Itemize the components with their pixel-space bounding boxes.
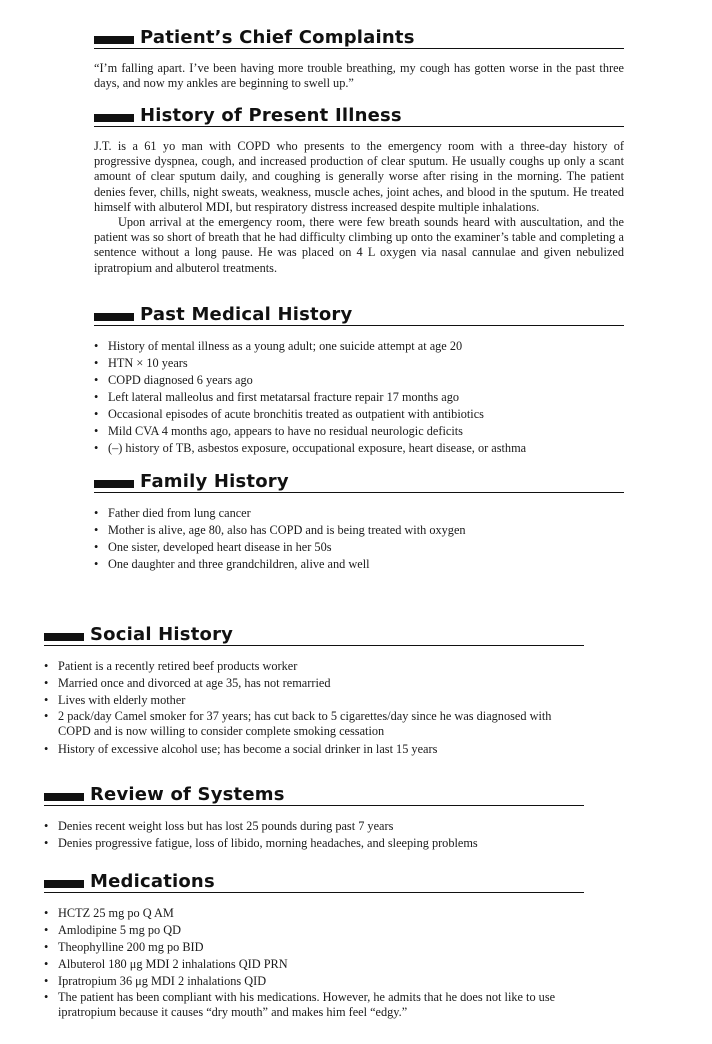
heading-bar bbox=[44, 793, 84, 801]
list-item: • 2 pack/day Camel smoker for 37 years; has cut back to 5 cigarettes/day since he was diagnosed with COPD and is now willing to consider complete smoking cessation bbox=[44, 709, 552, 738]
section-heading bbox=[94, 106, 624, 130]
section-title: Past Medical History bbox=[140, 304, 353, 325]
list-item: • Amlodipine 5 mg po QD bbox=[44, 923, 181, 937]
section-title: Medications bbox=[90, 871, 215, 892]
medications-list bbox=[44, 905, 584, 1020]
list-item: • One sister, developed heart disease in her 50s bbox=[94, 540, 332, 554]
section-heading bbox=[94, 305, 624, 329]
section-title: Patient’s Chief Complaints bbox=[140, 27, 415, 48]
list-item: • COPD diagnosed 6 years ago bbox=[94, 373, 253, 387]
list-item: • Albuterol 180 μg MDI 2 inhalations QID PRN bbox=[44, 957, 288, 971]
pmh-section bbox=[94, 305, 624, 457]
list-item: • Patient is a recently retired beef products worker bbox=[44, 659, 298, 673]
section-title: Review of Systems bbox=[90, 784, 285, 805]
family-history-list bbox=[94, 505, 624, 573]
section-heading bbox=[44, 625, 584, 649]
heading-bar bbox=[94, 480, 134, 488]
list-item: • One daughter and three grandchildren, alive and well bbox=[94, 557, 370, 571]
heading-bar bbox=[94, 36, 134, 44]
heading-bar bbox=[44, 880, 84, 888]
list-item: • Occasional episodes of acute bronchitis treated as outpatient with antibiotics bbox=[94, 407, 484, 421]
list-item: • History of mental illness as a young adult; one suicide attempt at age 20 bbox=[94, 339, 463, 353]
heading-rule bbox=[94, 48, 624, 49]
list-item: • Mild CVA 4 months ago, appears to have no residual neurologic deficits bbox=[94, 424, 463, 438]
hpi-paragraph-2: Upon arrival at the emergency room, there were few breath sounds heard with auscultation, and the patient was so short of breath that he had difficulty climbing up onto the examiner’s table and completing a sentence without a long pause. He was placed on 4 L oxygen via nasal cannulae and given nebulized ipratropium and albuterol treatments. bbox=[94, 215, 624, 275]
section-title: Family History bbox=[140, 471, 289, 492]
section-heading bbox=[44, 785, 584, 809]
heading-rule bbox=[44, 645, 584, 646]
list-item: • Theophylline 200 mg po BID bbox=[44, 940, 204, 954]
social-history-section bbox=[44, 625, 584, 758]
list-item: • Mother is alive, age 80, also has COPD and is being treated with oxygen bbox=[94, 523, 466, 537]
heading-rule bbox=[94, 325, 624, 326]
review-of-systems-list bbox=[44, 818, 584, 852]
heading-bar bbox=[94, 114, 134, 122]
review-of-systems-section bbox=[44, 785, 584, 852]
list-item: • Denies recent weight loss but has lost 25 pounds during past 7 years bbox=[44, 819, 394, 833]
heading-rule bbox=[44, 892, 584, 893]
section-heading bbox=[94, 472, 624, 496]
chief-complaints-section bbox=[94, 28, 624, 91]
pmh-list bbox=[94, 338, 624, 457]
medications-section bbox=[44, 872, 584, 1022]
list-item: • Father died from lung cancer bbox=[94, 506, 251, 520]
list-item: • Ipratropium 36 μg MDI 2 inhalations QID bbox=[44, 974, 267, 988]
heading-bar bbox=[44, 633, 84, 641]
section-title: History of Present Illness bbox=[140, 105, 402, 126]
heading-bar bbox=[94, 313, 134, 321]
list-item: • HTN × 10 years bbox=[94, 356, 188, 370]
hpi-section bbox=[94, 106, 624, 276]
section-heading bbox=[44, 872, 584, 896]
chief-complaint-quote: “I’m falling apart. I’ve been having more trouble breathing, my cough has gotten worse in the past three days, and now my ankles are beginning to swell up.” bbox=[94, 61, 624, 91]
list-item: • Denies progressive fatigue, loss of libido, morning headaches, and sleeping problems bbox=[44, 836, 478, 850]
section-title: Social History bbox=[90, 624, 234, 645]
list-item: • Left lateral malleolus and first metatarsal fracture repair 17 months ago bbox=[94, 390, 460, 404]
heading-rule bbox=[94, 126, 624, 127]
hpi-paragraph-1: J.T. is a 61 yo man with COPD who presents to the emergency room with a three-day history of progressive dyspnea, cough, and increased production of clear sputum. He usually coughs up only a scant amount of clear sputum daily, and coughing is generally worse after rising in the morning. The patient denies fever, chills, night sweats, weakness, muscle aches, joint aches, and blood in the sputum. He treated himself with albuterol MDI, but respiratory distress increased despite multiple inhalations. bbox=[94, 139, 624, 214]
heading-rule bbox=[94, 492, 624, 493]
list-item: • Married once and divorced at age 35, has not remarried bbox=[44, 676, 331, 690]
list-item: • HCTZ 25 mg po Q AM bbox=[44, 906, 174, 920]
list-item: • Lives with elderly mother bbox=[44, 693, 186, 707]
family-history-section bbox=[94, 472, 624, 573]
list-item: • The patient has been compliant with his medications. However, he admits that he does not like to use ipratropium because it causes “dry mouth” and makes him feel “edgy.” bbox=[44, 990, 556, 1019]
section-heading bbox=[94, 28, 624, 52]
social-history-list bbox=[44, 658, 584, 758]
heading-rule bbox=[44, 805, 584, 806]
list-item: • History of excessive alcohol use; has become a social drinker in last 15 years bbox=[44, 742, 438, 756]
list-item: • (–) history of TB, asbestos exposure, occupational exposure, heart disease, or asthma bbox=[94, 441, 527, 455]
